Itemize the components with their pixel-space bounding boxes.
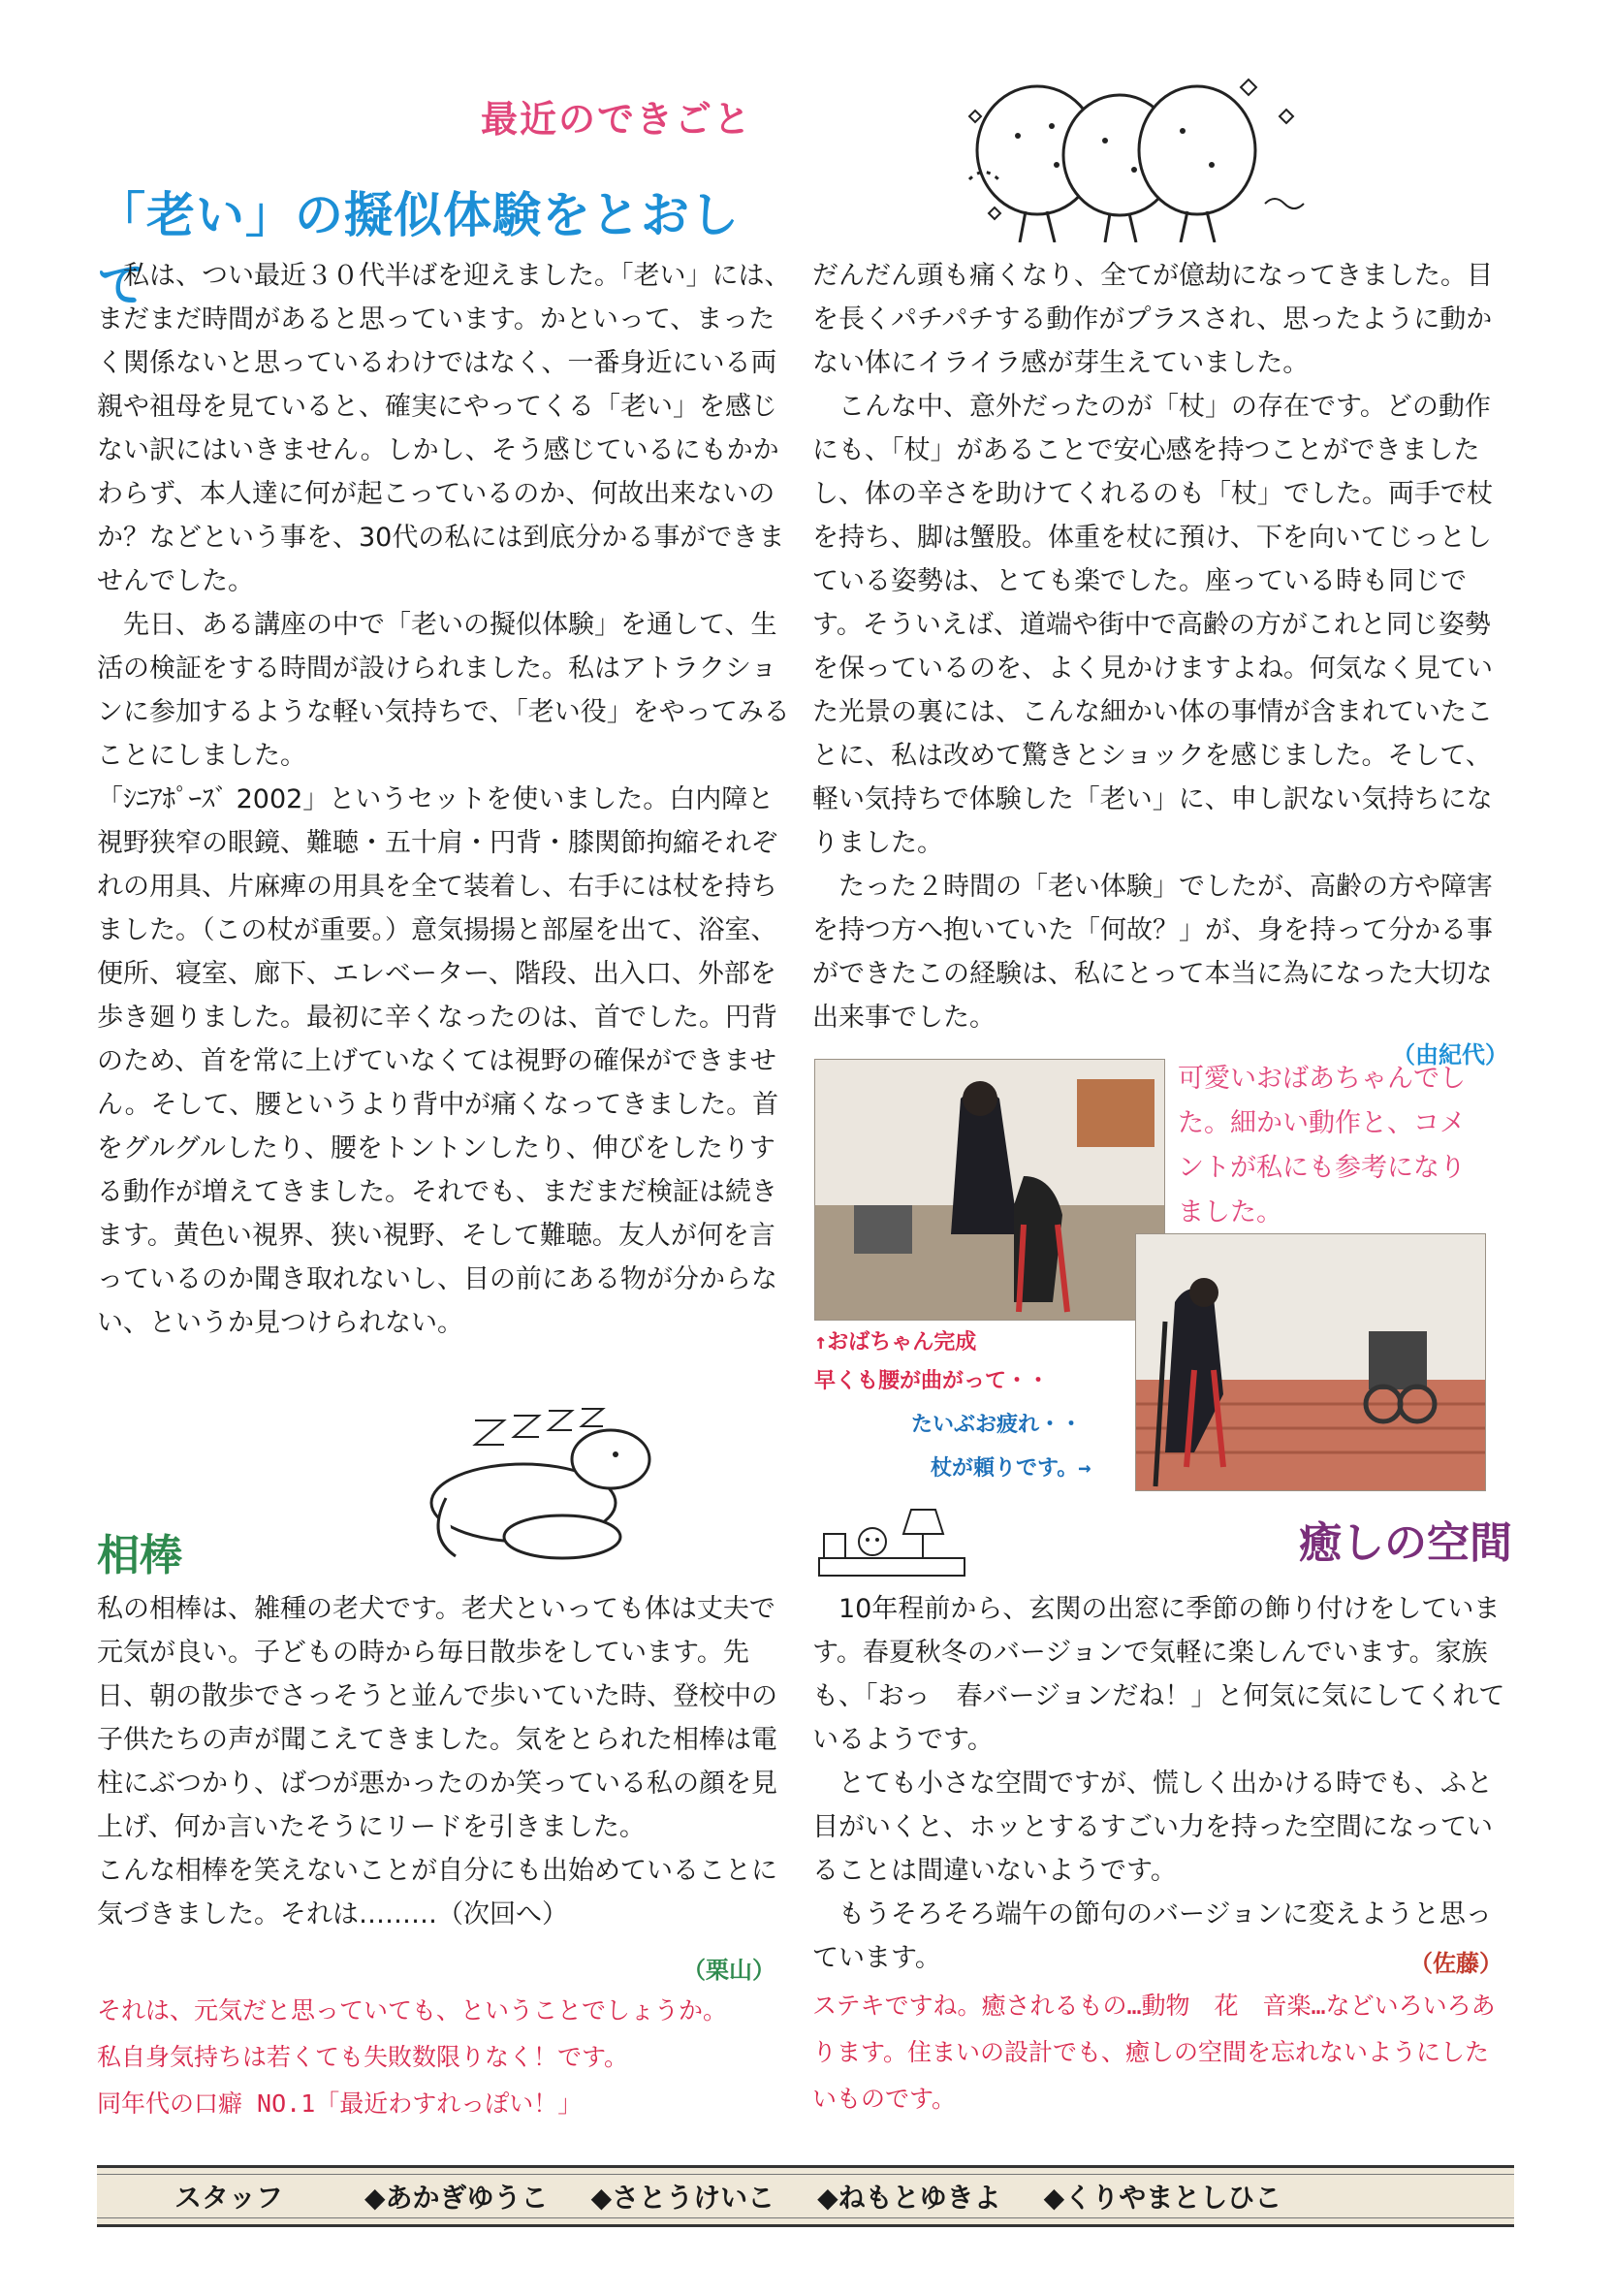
article1-right-column: [812, 254, 1508, 1077]
staff-member: ◆さとうけいこ: [590, 2182, 775, 2214]
comment-line: ステキですね。癒されるもの…動物 花 音楽…などいろいろあります。住まいの設計でも、癒しの空間を忘れないようにしたいものです。: [812, 1992, 1496, 2113]
window-decoration-doodle-icon: [814, 1505, 969, 1582]
main-title: 「老い」の擬似体験をとおして: [97, 187, 740, 313]
article1-paragraph: こんな中、意外だったのが「杖」の存在です。どの動作にも、「杖」があることで安心感を持つことができましたし、体の辛さを助けてくれるのも「杖」でした。両手で杖を持ち、脚は蟹股。体重を杖に預け、下を向いてじっとしている姿勢は、とても楽でした。座っている時も同じです。そういえば、道端や街中で高齢の方がこれと同じ姿勢を保っているのを、よく見かけますよね。何気なく見ていた光景の裏には、こんな細かい体の事情が含まれていたことに、私は改めて驚きとショックを感じました。そして、軽い気持ちで体験した「老い」に、申し訳ない気持ちになりました。: [812, 392, 1493, 858]
article2-title: 相棒: [97, 1531, 182, 1580]
photo-caption: ↑おばちゃん完成: [814, 1330, 977, 1355]
photo-caption: 杖が頼りです。→: [931, 1456, 1091, 1481]
article2-paragraph: こんな相棒を笑えないことが自分にも出始めていることに気づきました。それは………（次回へ）: [97, 1856, 777, 1929]
article3-body: [812, 1587, 1508, 1980]
article2-paragraph: 私の相棒は、雑種の老犬です。老犬といっても体は丈夫で元気が良い。子どもの時から毎日散歩をしています。先日、朝の散歩でさっそうと並んで歩いていた時、登校中の子供たちの声が聞こえてきました。気をとられた相棒は電柱にぶつかり、ばつが悪かったのか笑っている私の顔を見上げ、何か言いたそうにリードを引きました。: [97, 1594, 777, 1842]
article2-author: （栗山）: [682, 1957, 775, 1984]
photo-caption: 早くも腰が曲がって・・: [814, 1369, 1050, 1393]
article3-paragraph: もうそろそろ端午の節句のバージョンに変えようと思っています。: [812, 1899, 1492, 1973]
sleeping-dog-doodle-icon: [417, 1401, 669, 1571]
section-label: 最近のできごと: [481, 98, 753, 141]
comment-line: 私自身気持ちは若くても失敗数限りなく！です。: [97, 2043, 629, 2071]
article1-paragraph: 先日、ある講座の中で「老いの擬似体験」を通して、生活の検証をする時間が設けられました。私はアトラクションに参加するような軽い気持ちで、「老い役」をやってみることにしました。: [97, 610, 790, 771]
article1-paragraph: 「ｼﾆｱﾎﾟｰｽﾞ 2002」というセットを使いました。白内障と視野狭窄の眼鏡、難聴・五十肩・円背・膝関節拘縮それぞれの用具、片麻痺の用具を全て装着し、右手には杖を持ちました。（この杖が重要。）意気揚揚と部屋を出て、浴室、便所、寝室、廊下、エレベーター、階段、出入口、外部を歩き廻りました。最初に辛くなったのは、首でした。円背のため、首を常に上げていなくては視野の確保ができません。そして、腰というより背中が痛くなってきました。首をグルグルしたり、腰をトントンしたり、伸びをしたりする動作が増えてきました。それでも、まだまだ検証は続きます。黄色い視界、狭い視野、そして難聴。友人が何を言っているのか聞き取れないし、目の前にある物が分からない、というか見つけられない。: [97, 784, 779, 1338]
photo-elderly-simulation-fitting: [814, 1059, 1165, 1321]
article3-paragraph: とても小さな空間ですが、慌しく出かける時でも、ふと目がいくと、ホッとするすごい力を持った空間になっていることは間違いないようです。: [812, 1769, 1493, 1886]
article1-paragraph: だんだん頭も痛くなり、全てが億劫になってきました。目を長くパチパチする動作がプラスされ、思ったように動かない体にイライラ感が芽生えていました。: [812, 261, 1493, 378]
comment-line: それは、元気だと思っていても、ということでしょうか。: [97, 1996, 728, 2025]
photo-elderly-simulation-stairs: [1135, 1233, 1486, 1491]
article3-paragraph: 10年程前から、玄関の出窓に季節の飾り付けをしています。春夏秋冬のバージョンで気軽に楽しんでいます。家族も、「おっ 春バージョンだね！」と何気に気にしてくれているようです。: [812, 1594, 1505, 1755]
article2-comment: [97, 1988, 795, 2127]
article3-title: 癒しの空間: [1299, 1518, 1512, 1568]
trees-doodle-icon: [911, 58, 1318, 242]
staff-bar: [97, 2165, 1514, 2227]
photo-caption: たいぶお疲れ・・: [911, 1413, 1083, 1437]
article1-paragraph: たった２時間の「老い体験」でしたが、高齢の方や障害を持つ方へ抱いていた「何故？」が、身を持って分かる事ができたこの経験は、私にとって本当に為になった大切な出来事でした。: [812, 872, 1493, 1033]
article1-paragraph: 私は、つい最近３０代半ばを迎えました。「老い」には、まだまだ時間があると思っています。かといって、まったく関係ないと思っているわけではなく、一番身近にいる両親や祖母を見ていると、確実にやってくる「老い」を感じない訳にはいきません。しかし、そう感じているにもかかわらず、本人達に何が起こっているのか、何故出来ないのか？などという事を、30代の私には到底分かる事ができませんでした。: [97, 261, 791, 596]
staff-member: ◆くりやまとしひこ: [1043, 2182, 1282, 2214]
comment-line: 同年代の口癖 NO.1「最近わすれっぽい！」: [97, 2089, 583, 2118]
article2-body: [97, 1587, 785, 1936]
article3-author: （佐藤）: [1409, 1950, 1502, 1977]
article1-left-column: [97, 254, 795, 1345]
staff-member: ◆ねもとゆきよ: [817, 2182, 1001, 2214]
staff-member: ◆あかぎゆうこ: [364, 2182, 549, 2214]
article1-author: （由紀代）: [1392, 1041, 1508, 1068]
staff-label: スタッフ: [174, 2182, 284, 2214]
article3-comment: [812, 1983, 1508, 2122]
photo-comment: 可愛いおばあちゃんでした。細かい動作と、コメントが私にも参考になりました。: [1178, 1064, 1466, 1228]
